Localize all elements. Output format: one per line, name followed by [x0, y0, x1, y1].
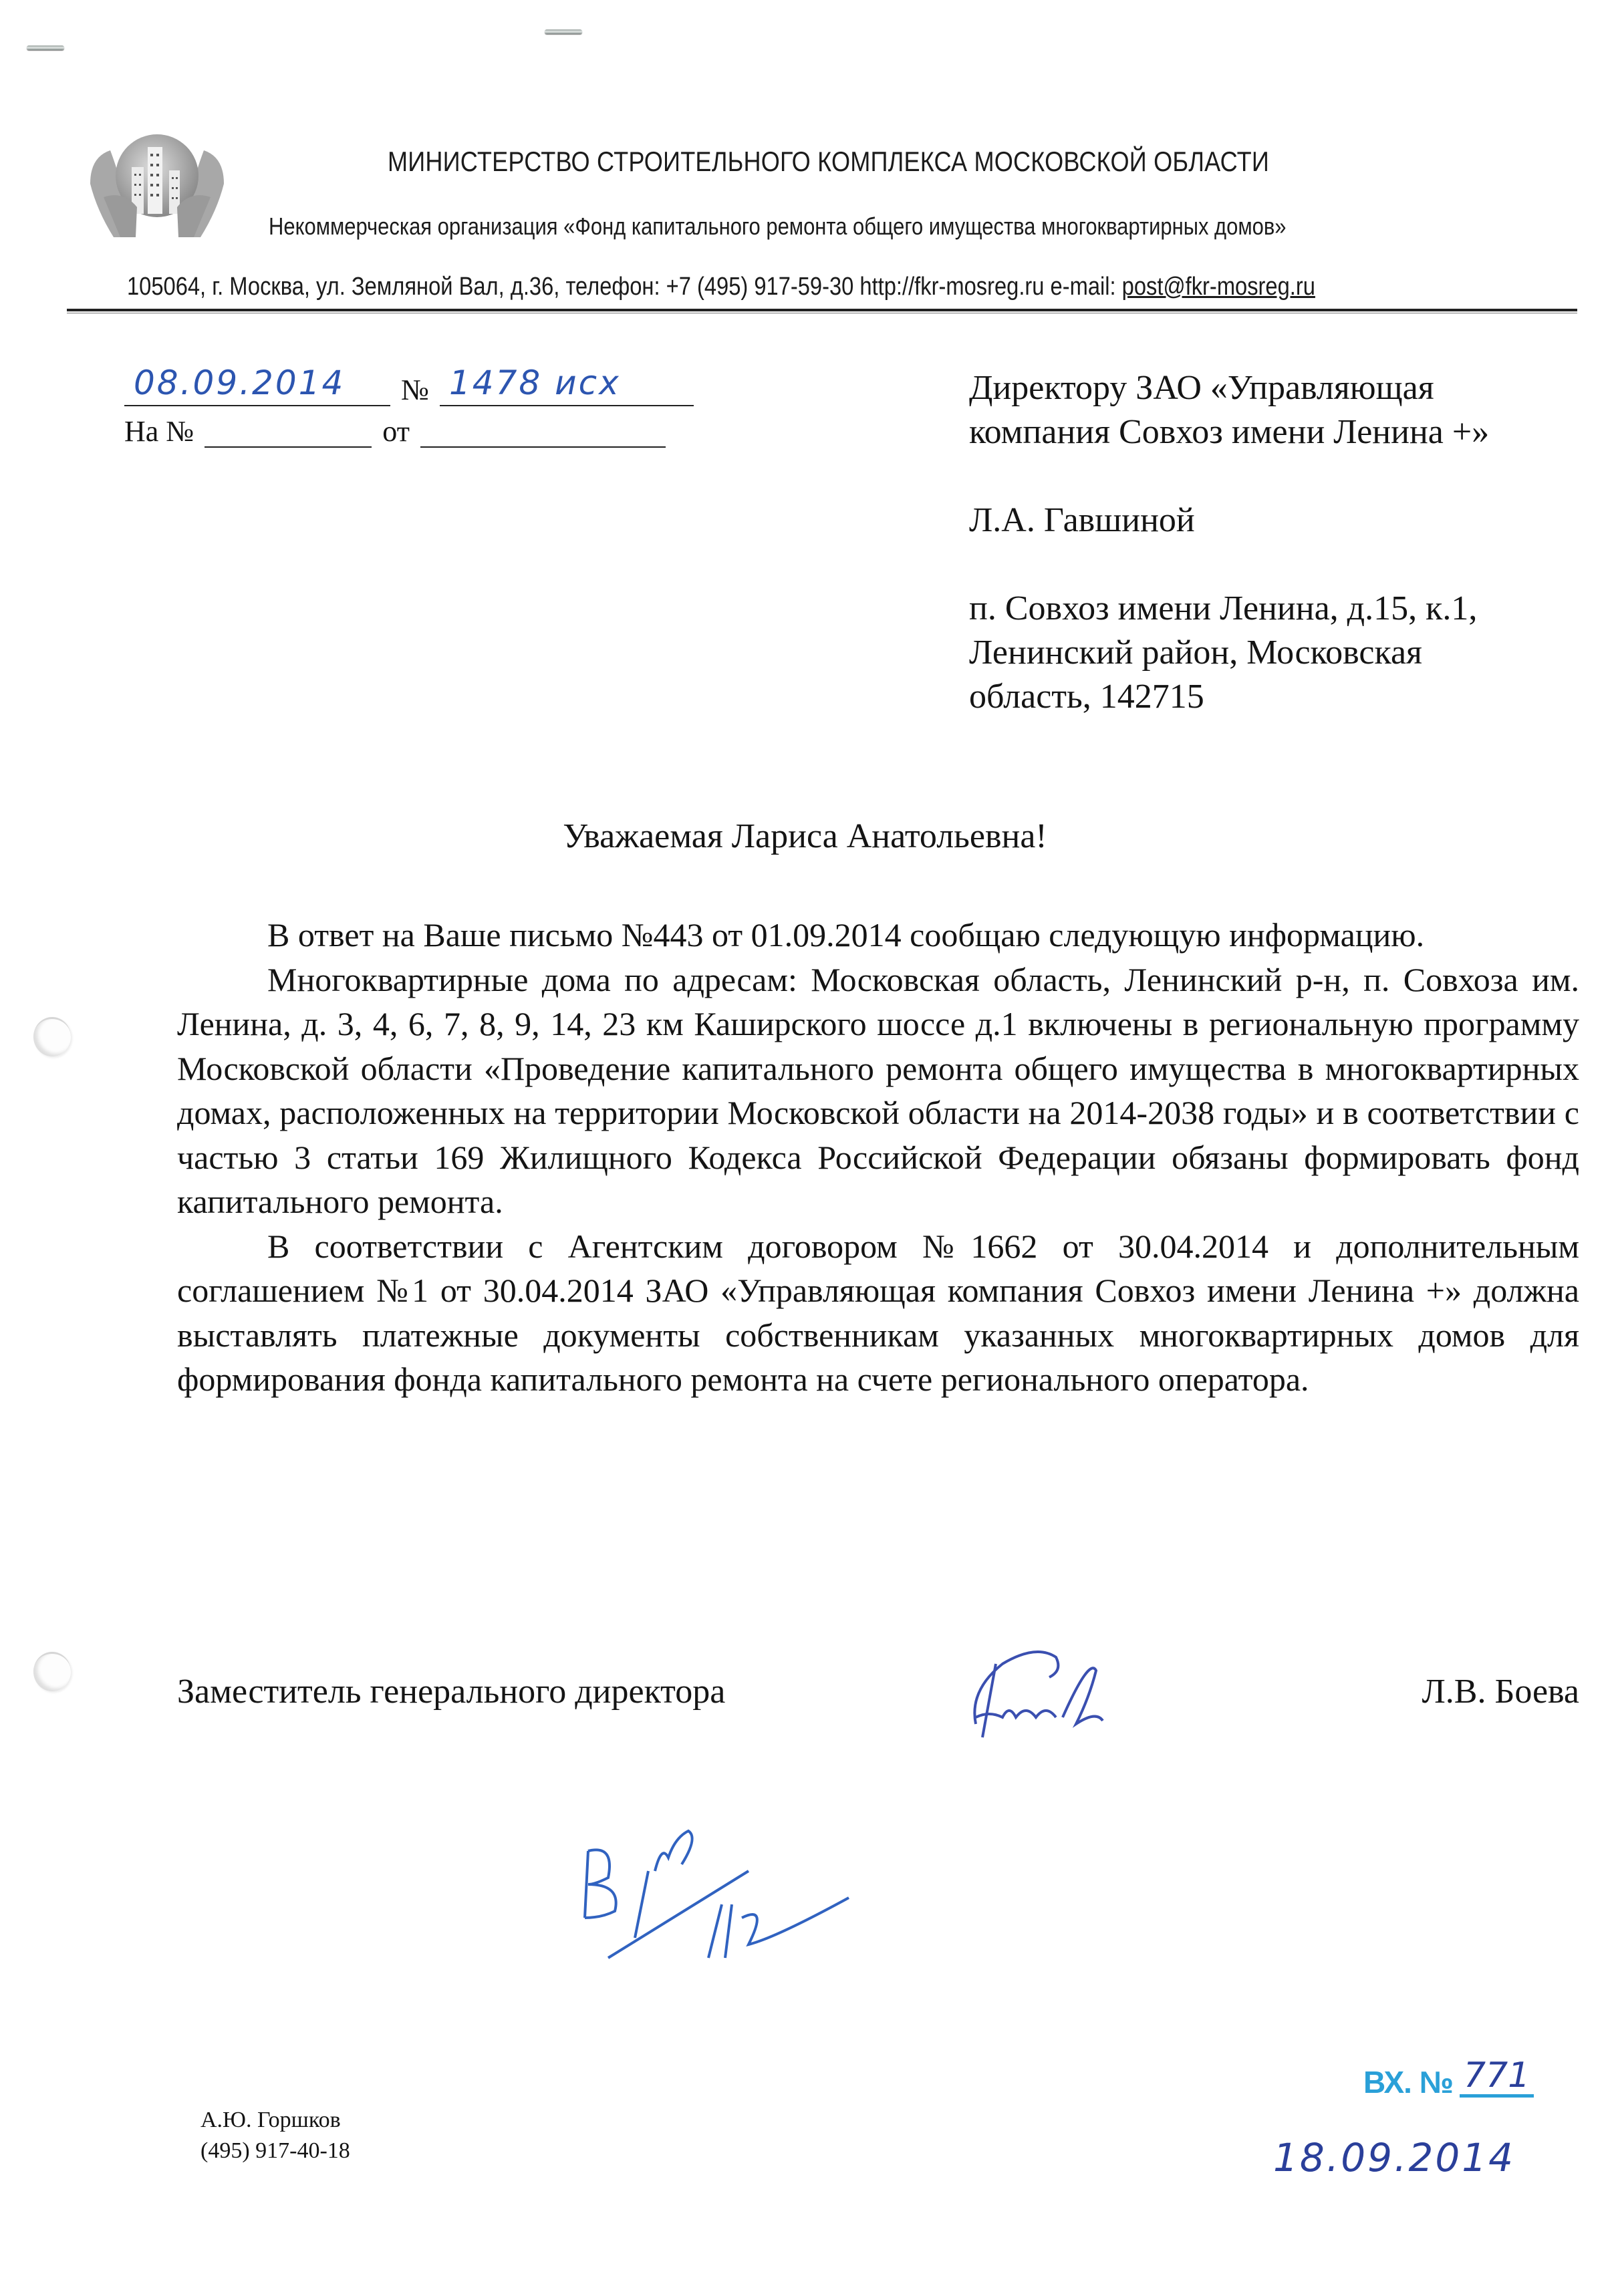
- letterhead-divider: [67, 309, 1577, 311]
- from-label: от: [382, 415, 410, 448]
- number-label: №: [401, 374, 429, 406]
- signature-row: [177, 1672, 1579, 1719]
- outgoing-date-field: [124, 353, 390, 406]
- outgoing-date: 08.09.2014: [134, 364, 346, 402]
- reply-to-line: [205, 411, 372, 448]
- staple-right: [545, 29, 582, 34]
- hands-holding-globe-with-buildings-icon: [84, 124, 231, 237]
- reply-registration-row: [124, 411, 666, 448]
- incoming-date: 18.09.2014: [1273, 2135, 1516, 2180]
- from-line: [420, 411, 666, 448]
- recipient-address: [969, 587, 1489, 719]
- logo: [84, 124, 231, 237]
- outgoing-number: 1478 исх: [448, 364, 621, 402]
- recipient-address-line: Ленинский район, Московская: [969, 633, 1422, 672]
- recipient-name: Л.А. Гавшиной: [969, 501, 1195, 539]
- greeting: Уважаемая Лариса Анатольевна!: [563, 817, 1047, 855]
- staple-left: [27, 45, 64, 50]
- signatory-name: Л.В. Боева: [1422, 1673, 1579, 1711]
- outgoing-number-field: [440, 353, 694, 406]
- recipient-position-line: Директору ЗАО «Управляющая: [969, 369, 1434, 407]
- handwritten-initials-icon: [575, 1818, 855, 1965]
- organization-name: Некоммерческая организация «Фонд капитального ремонта общего имущества многоквартирных домов»: [269, 212, 1287, 240]
- body-paragraph: Многоквартирные дома по адресам: Московская область, Ленинский р-н, п. Совхоза им. Ленина, д. 3, 4, 6, 7, 8, 9, 14, 23 км Каширского шоссе д.1 включены в региональную программу Московской области «Проведение капитального ремонта общего имущества в многоквартирных домах, расположенных на территории Московской области на 2014-2038 годы» и в соответствии с частью 3 статьи 169 Жилищного Кодекса Российской Федерации обязаны формировать фонд капитального ремонта.: [177, 960, 1579, 1220]
- executor-block: [200, 2105, 350, 2166]
- recipient-address-line: область, 142715: [969, 678, 1204, 716]
- recipient-address-line: п. Совхоз имени Ленина, д.15, к.1,: [969, 589, 1478, 627]
- address-text: 105064, г. Москва, ул. Земляной Вал, д.36, телефон: +7 (495) 917-59-30 http://fkr-mosreg.ru e-mail:: [127, 273, 1122, 301]
- body-paragraph: В соответствии с Агентским договором №1662 от 30.04.2014 и дополнительным соглашением №1 от 30.04.2014 ЗАО «Управляющая компания Совхоз имени Ленина +» должна выставлять платежные документы собственникам указанных многоквартирных домов для формирования фонда капитального ремонта на счете регионального оператора.: [177, 1227, 1579, 1398]
- signatory-title: Заместитель генерального директора: [177, 1673, 726, 1711]
- outgoing-registration-row: [124, 353, 694, 406]
- incoming-stamp: [1363, 2055, 1534, 2100]
- letter-body: [177, 913, 1579, 1402]
- email-link[interactable]: post@fkr-mosreg.ru: [1121, 273, 1315, 301]
- contact-address: [127, 273, 1315, 301]
- incoming-number: 771: [1460, 2058, 1534, 2098]
- handwritten-signature-icon: [962, 1644, 1163, 1744]
- ministry-name: МИНИСТЕРСТВО СТРОИТЕЛЬНОГО КОМПЛЕКСА МОСКОВСКОЙ ОБЛАСТИ: [388, 146, 1270, 177]
- punch-hole-top: [33, 1017, 71, 1056]
- body-paragraph: В ответ на Ваше письмо №443 от 01.09.2014 сообщаю следующую информацию.: [267, 916, 1425, 954]
- recipient-block: [969, 366, 1489, 719]
- recipient-position: [969, 366, 1489, 454]
- recipient-position-line: компания Совхоз имени Ленина +»: [969, 413, 1490, 451]
- executor-name: А.Ю. Горшков: [200, 2108, 341, 2132]
- executor-phone: (495) 917-40-18: [200, 2138, 350, 2163]
- reply-to-label: На №: [124, 415, 194, 448]
- punch-hole-bottom: [33, 1652, 71, 1691]
- incoming-stamp-label: ВХ. №: [1363, 2065, 1453, 2100]
